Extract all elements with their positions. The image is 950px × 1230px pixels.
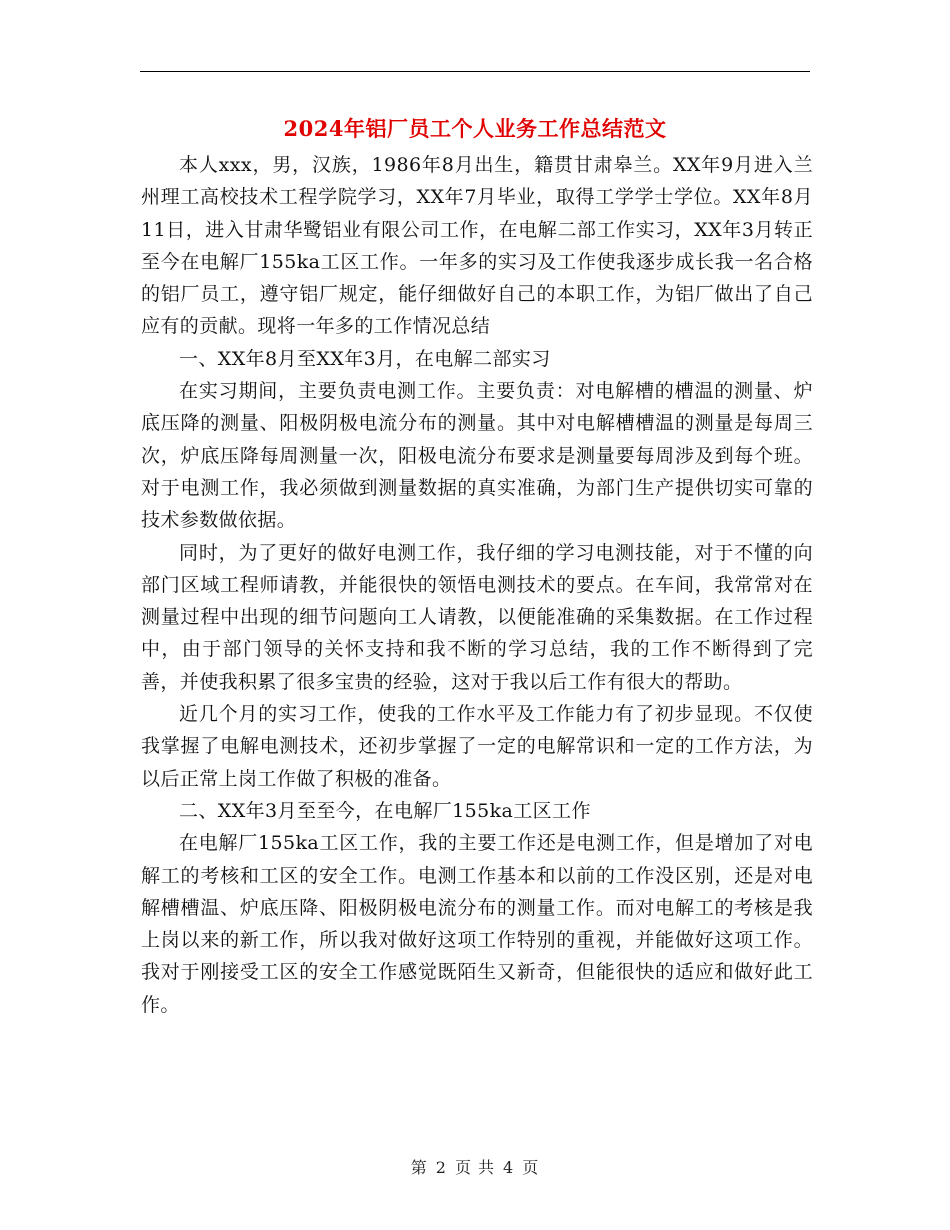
document-title: 2024年铝厂员工个人业务工作总结范文 <box>283 116 667 141</box>
section-heading-2: 二、XX年3月至至今，在电解厂155ka工区工作 <box>179 799 591 822</box>
current-page-number: 2 <box>435 1158 447 1177</box>
footer-middle: 页 共 <box>454 1158 496 1177</box>
paragraph-intro: 本人xxx，男，汉族，1986年8月出生，籍贯甘肃皋兰。XX年9月进入兰州理工高校技术工程学院学习，XX年7月毕业，取得工学学士学位。XX年8月11日，进入甘肃华鹭铝业有限公司工作，在电解二部工作实习，XX年3月转正至今在电解厂155ka工区工作。一年多的实习及工作使我逐步成长我一名合格的铝厂员工，遵守铝厂规定，能仔细做好自己的本职工作，为铝厂做出了自己应有的贡献。现将一年多的工作情况总结 <box>141 154 813 338</box>
paragraph-internship-duties: 在实习期间，主要负责电测工作。主要负责：对电解槽的槽温的测量、炉底压降的测量、阳极阴极电流分布的测量。其中对电解槽槽温的测量是每周三次，炉底压降每周测量一次，阳极电流分布要求是测量要每周涉及到每个班。对于电测工作，我必须做到测量数据的真实准确，为部门生产提供切实可靠的技术参数做依据。 <box>141 380 813 532</box>
paragraph-current-work: 在电解厂155ka工区工作，我的主要工作还是电测工作，但是增加了对电解工的考核和工区的安全工作。电测工作基本和以前的工作没区别，还是对电解槽槽温、炉底压降、阳极阴极电流分布的测量工作。而对电解工的考核是我上岗以来的新工作，所以我对做好这项工作特别的重视，并能做好这项工作。我对于刚接受工区的安全工作感觉既陌生又新奇，但能很快的适应和做好此工作。 <box>141 832 813 1016</box>
paragraph-internship-summary: 近几个月的实习工作，使我的工作水平及工作能力有了初步显现。不仅使我掌握了电解电测技术，还初步掌握了一定的电解常识和一定的工作方法，为以后正常上岗工作做了积极的准备。 <box>141 703 813 790</box>
total-pages-number: 4 <box>503 1158 515 1177</box>
document-body <box>141 149 813 1021</box>
footer-prefix: 第 <box>410 1158 428 1177</box>
page-footer <box>0 1155 950 1178</box>
paragraph-learning: 同时，为了更好的做好电测工作，我仔细的学习电测技能，对于不懂的向部门区域工程师请教，并能很快的领悟电测技术的要点。在车间，我常常对在测量过程中出现的细节问题向工人请教，以便能准确的采集数据。在工作过程中，由于部门领导的关怀支持和我不断的学习总结，我的工作不断得到了完善，并使我积累了很多宝贵的经验，这对于我以后工作有很大的帮助。 <box>141 541 813 693</box>
header-rule <box>140 71 810 72</box>
footer-suffix: 页 <box>522 1158 540 1177</box>
section-heading-1: 一、XX年8月至XX年3月，在电解二部实习 <box>179 347 551 370</box>
